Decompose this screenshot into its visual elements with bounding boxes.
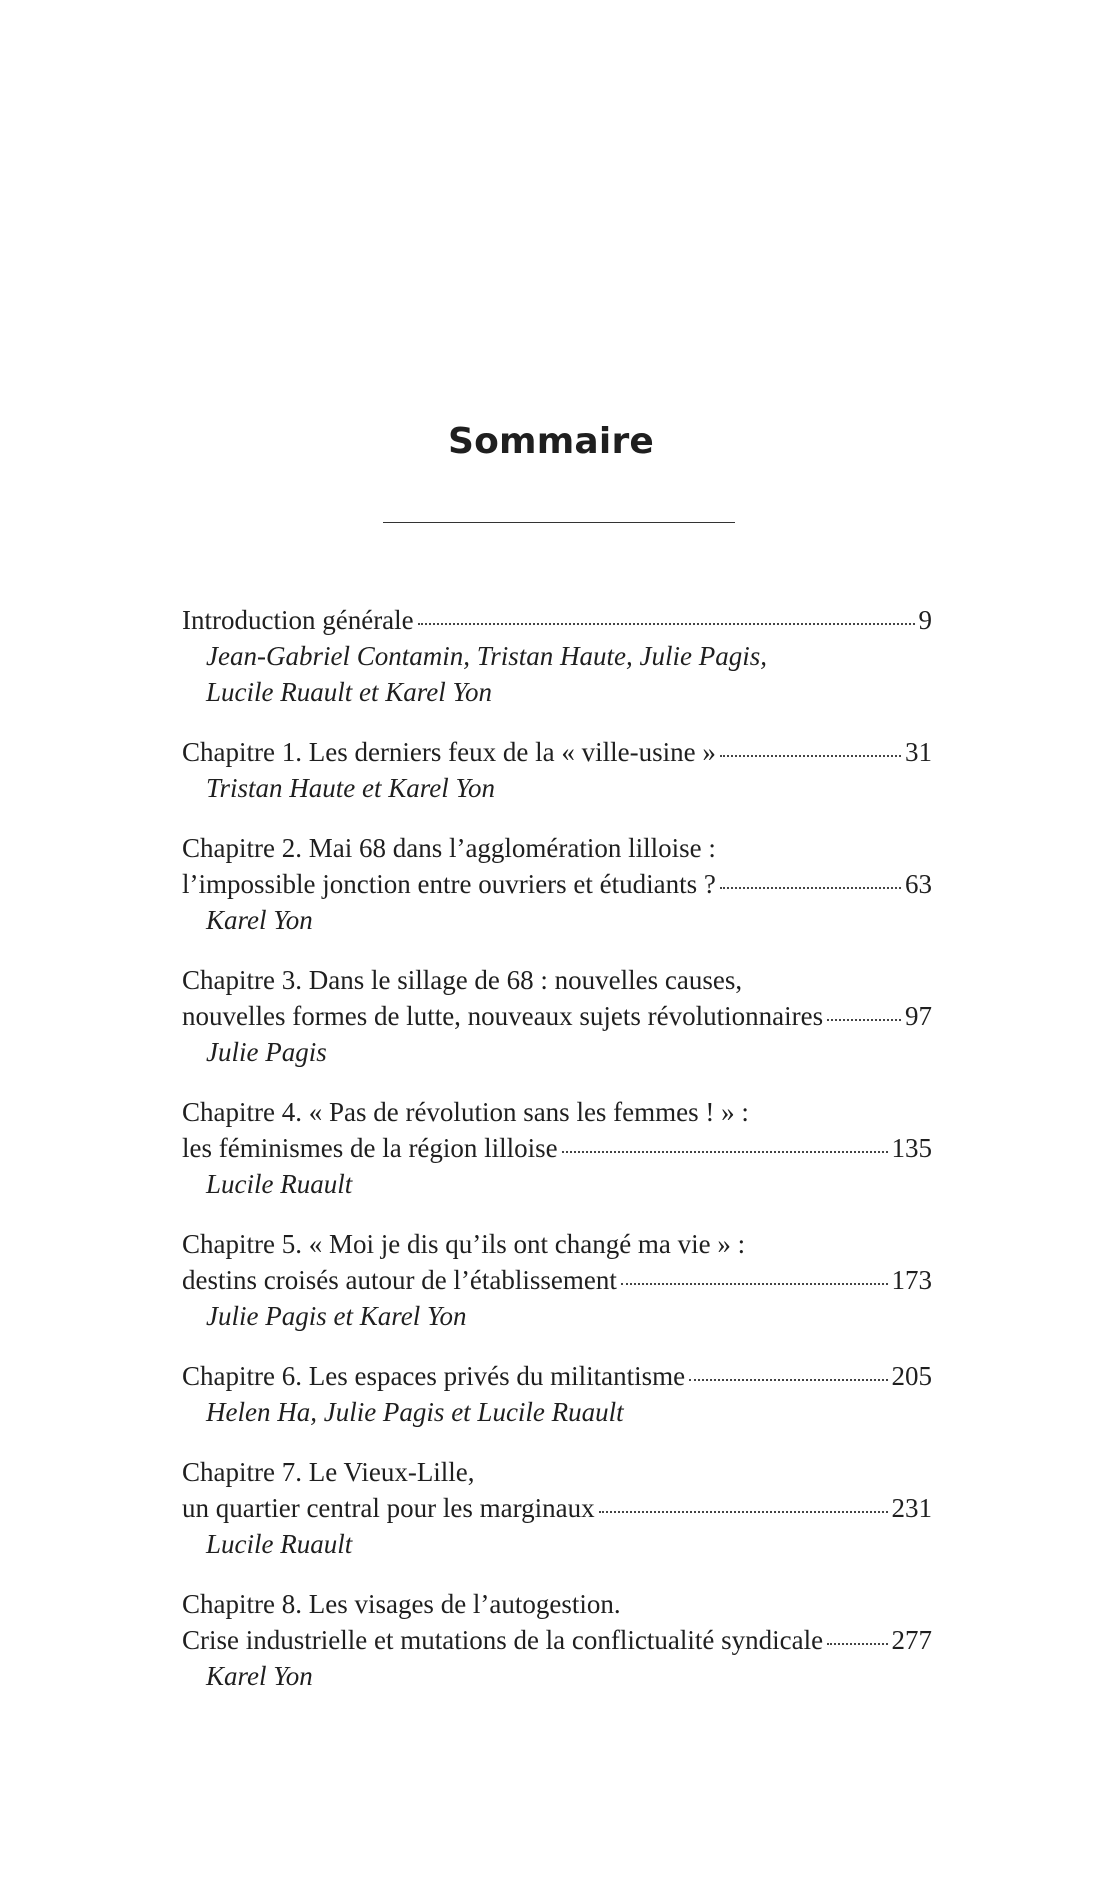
toc-entry-authors: Karel Yon — [206, 1661, 313, 1691]
dot-leader — [720, 886, 901, 889]
dot-leader — [720, 754, 901, 757]
toc-entry — [182, 1454, 932, 1562]
toc-page-number: 135 — [891, 1133, 932, 1163]
toc-entry-authors: Lucile Ruault et Karel Yon — [206, 677, 493, 707]
toc-entry-title: nouvelles formes de lutte, nouveaux sujets révolutionnaires — [182, 1001, 824, 1031]
toc-entry-title: Chapitre 2. Mai 68 dans l’agglomération lilloise : — [182, 833, 716, 863]
toc-entry-authors: Karel Yon — [206, 905, 313, 935]
toc-entry-authors: Jean-Gabriel Contamin, Tristan Haute, Julie Pagis, — [206, 641, 767, 671]
title-divider — [383, 522, 735, 523]
toc-entry-title-line — [182, 602, 932, 638]
toc-entry-title: les féminismes de la région lilloise — [182, 1133, 558, 1163]
toc-entry-title-line — [182, 734, 932, 770]
toc-entry-title-line — [182, 1226, 932, 1262]
toc-entry-title-line — [182, 1262, 932, 1298]
toc-entry-title-line — [182, 830, 932, 866]
toc-entry-title: Chapitre 4. « Pas de révolution sans les femmes ! » : — [182, 1097, 749, 1127]
toc-page-number: 173 — [891, 1265, 932, 1295]
toc-page-number: 9 — [918, 605, 932, 635]
toc-entry-authors: Helen Ha, Julie Pagis et Lucile Ruault — [206, 1397, 624, 1427]
toc-entry-authors: Julie Pagis et Karel Yon — [206, 1301, 467, 1331]
toc-entry — [182, 830, 932, 938]
toc-page-number: 231 — [891, 1493, 932, 1523]
toc-entry — [182, 962, 932, 1070]
toc-entry-title: Introduction générale — [182, 605, 414, 635]
toc-entry-title-line — [182, 1130, 932, 1166]
dot-leader — [562, 1150, 888, 1153]
toc-entry-title: Crise industrielle et mutations de la conflictualité syndicale — [182, 1625, 824, 1655]
toc-page-number: 277 — [891, 1625, 932, 1655]
toc-page-number: 63 — [905, 869, 932, 899]
toc-entry — [182, 1094, 932, 1202]
toc-entry — [182, 1358, 932, 1430]
dot-leader — [827, 1018, 901, 1021]
toc-entry — [182, 1226, 932, 1334]
page-title: Sommaire — [447, 421, 655, 462]
toc-entry-title-line — [182, 962, 932, 998]
dot-leader — [689, 1378, 887, 1381]
toc-entry-title: Chapitre 1. Les derniers feux de la « ville-usine » — [182, 737, 716, 767]
dot-leader — [599, 1510, 888, 1513]
toc-entry — [182, 1586, 932, 1694]
toc-entry-title: Chapitre 3. Dans le sillage de 68 : nouvelles causes, — [182, 965, 743, 995]
toc-page-number: 97 — [905, 1001, 932, 1031]
toc-entry-title-line — [182, 1454, 932, 1490]
toc-entry-title-line — [182, 1094, 932, 1130]
toc-entry-title-line — [182, 1586, 932, 1622]
toc-entry-authors: Lucile Ruault — [206, 1529, 353, 1559]
table-of-contents — [182, 602, 932, 1718]
dot-leader — [621, 1282, 888, 1285]
toc-entry-title-line — [182, 1622, 932, 1658]
toc-entry-title: Chapitre 8. Les visages de l’autogestion. — [182, 1589, 621, 1619]
dot-leader — [827, 1642, 887, 1645]
toc-entry-title: Chapitre 5. « Moi je dis qu’ils ont changé ma vie » : — [182, 1229, 746, 1259]
toc-entry-authors: Lucile Ruault — [206, 1169, 353, 1199]
toc-entry-authors: Tristan Haute et Karel Yon — [206, 773, 496, 803]
toc-entry-title-line — [182, 866, 932, 902]
toc-entry-title: Chapitre 7. Le Vieux-Lille, — [182, 1457, 475, 1487]
toc-entry — [182, 734, 932, 806]
toc-entry-authors: Julie Pagis — [206, 1037, 327, 1067]
toc-entry-title-line — [182, 1490, 932, 1526]
toc-entry-title: l’impossible jonction entre ouvriers et étudiants ? — [182, 869, 716, 899]
toc-entry-title-line — [182, 998, 932, 1034]
toc-entry — [182, 602, 932, 710]
toc-entry-title: destins croisés autour de l’établissement — [182, 1265, 617, 1295]
toc-page-number: 31 — [905, 737, 932, 767]
toc-entry-title: un quartier central pour les marginaux — [182, 1493, 595, 1523]
toc-entry-title: Chapitre 6. Les espaces privés du militantisme — [182, 1361, 686, 1391]
dot-leader — [418, 622, 915, 625]
toc-page-number: 205 — [891, 1361, 932, 1391]
toc-entry-title-line — [182, 1358, 932, 1394]
